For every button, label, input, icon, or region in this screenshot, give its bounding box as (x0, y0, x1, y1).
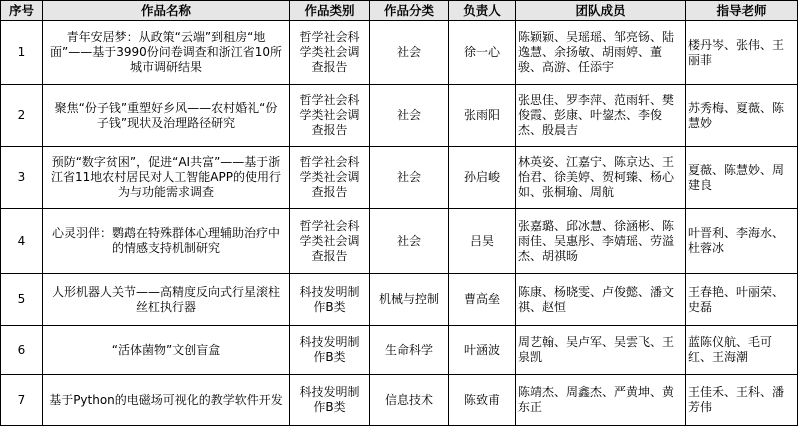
cell-team: 张嘉璐、邱冰慧、徐涵彬、陈雨佳、吴惠彤、李婧瑶、劳溢杰、胡祺旸 (516, 209, 686, 274)
table-row (1, 209, 798, 274)
cell-advisors: 夏薇、陈慧妙、周建良 (686, 147, 798, 209)
header-advisors: 指导老师 (686, 1, 798, 21)
cell-team: 陈康、杨晓雯、卢俊懿、潘文祺、赵恒 (516, 274, 686, 326)
cell-advisors: 叶晋利、李海水、杜蓉冰 (686, 209, 798, 274)
cell-field: 信息技术 (370, 375, 449, 426)
table-row (1, 147, 798, 209)
cell-leader: 吕昊 (449, 209, 516, 274)
cell-advisors: 王佳禾、王科、潘芳伟 (686, 375, 798, 426)
header-no: 序号 (1, 1, 43, 21)
cell-category: 哲学社会科学类社会调查报告 (290, 21, 370, 85)
cell-no: 5 (1, 274, 43, 326)
cell-no: 3 (1, 147, 43, 209)
header-team: 团队成员 (516, 1, 686, 21)
cell-title: 基于Python的电磁场可视化的教学软件开发 (43, 375, 290, 426)
cell-title: “活体菌物”文创盲盒 (43, 326, 290, 375)
cell-advisors: 蓝陈仪航、毛可红、王海潮 (686, 326, 798, 375)
cell-leader: 陈致甫 (449, 375, 516, 426)
cell-leader: 孙启峻 (449, 147, 516, 209)
cell-category: 科技发明制作B类 (290, 375, 370, 426)
header-field: 作品分类 (370, 1, 449, 21)
cell-leader: 徐一心 (449, 21, 516, 85)
header-category: 作品类别 (290, 1, 370, 21)
cell-title: 人形机器人关节——高精度反向式行星滚柱丝杠执行器 (43, 274, 290, 326)
table-row (1, 375, 798, 426)
cell-field: 社会 (370, 209, 449, 274)
cell-no: 4 (1, 209, 43, 274)
cell-team: 周艺翰、吴卢军、吴雲飞、王泉凯 (516, 326, 686, 375)
cell-field: 社会 (370, 21, 449, 85)
header-title: 作品名称 (43, 1, 290, 21)
cell-leader: 曹高垒 (449, 274, 516, 326)
cell-team: 陈颖颖、吴瑶瑶、邹亮钖、陆逸慧、余扬敏、胡雨婷、董骏、高游、任添宇 (516, 21, 686, 85)
table-row (1, 326, 798, 375)
cell-team: 张思佳、罗李萍、范雨轩、樊俊霞、彭康、叶鋆杰、李俊杰、殷晨吉 (516, 85, 686, 147)
cell-leader: 张雨阳 (449, 85, 516, 147)
cell-no: 1 (1, 21, 43, 85)
cell-title: 心灵羽伴：鹦鹉在特殊群体心理辅助治疗中的情感支持机制研究 (43, 209, 290, 274)
cell-category: 哲学社会科学类社会调查报告 (290, 85, 370, 147)
cell-title: 聚焦“份子钱”重塑好乡风——农村婚礼“份子钱”现状及治理路径研究 (43, 85, 290, 147)
cell-advisors: 苏秀梅、夏薇、陈慧妙 (686, 85, 798, 147)
cell-category: 科技发明制作B类 (290, 326, 370, 375)
cell-title: 预防“数字贫困”，促进“AI共富”——基于浙江省11地农村居民对人工智能APP的使用行为与功能需求调查 (43, 147, 290, 209)
cell-category: 哲学社会科学类社会调查报告 (290, 209, 370, 274)
cell-title: 青年安居梦：从政策“云端”到租房“地面”——基于3990份问卷调查和浙江省10所城市调研结果 (43, 21, 290, 85)
cell-team: 林英姿、江嘉宁、陈京达、王怡君、徐美婷、贺柯臻、杨心如、张桐瑜、周航 (516, 147, 686, 209)
cell-field: 机械与控制 (370, 274, 449, 326)
cell-team: 陈靖杰、周鑫杰、严黄坤、黄东正 (516, 375, 686, 426)
cell-no: 6 (1, 326, 43, 375)
table-row (1, 85, 798, 147)
cell-no: 7 (1, 375, 43, 426)
table-row (1, 274, 798, 326)
cell-advisors: 王春艳、叶丽荣、史磊 (686, 274, 798, 326)
header-row (1, 1, 798, 21)
cell-category: 科技发明制作B类 (290, 274, 370, 326)
table-row (1, 21, 798, 85)
cell-field: 社会 (370, 147, 449, 209)
header-leader: 负责人 (449, 1, 516, 21)
cell-no: 2 (1, 85, 43, 147)
cell-field: 生命科学 (370, 326, 449, 375)
cell-field: 社会 (370, 85, 449, 147)
cell-advisors: 楼丹岑、张伟、王丽菲 (686, 21, 798, 85)
cell-leader: 叶涵波 (449, 326, 516, 375)
cell-category: 哲学社会科学类社会调查报告 (290, 147, 370, 209)
